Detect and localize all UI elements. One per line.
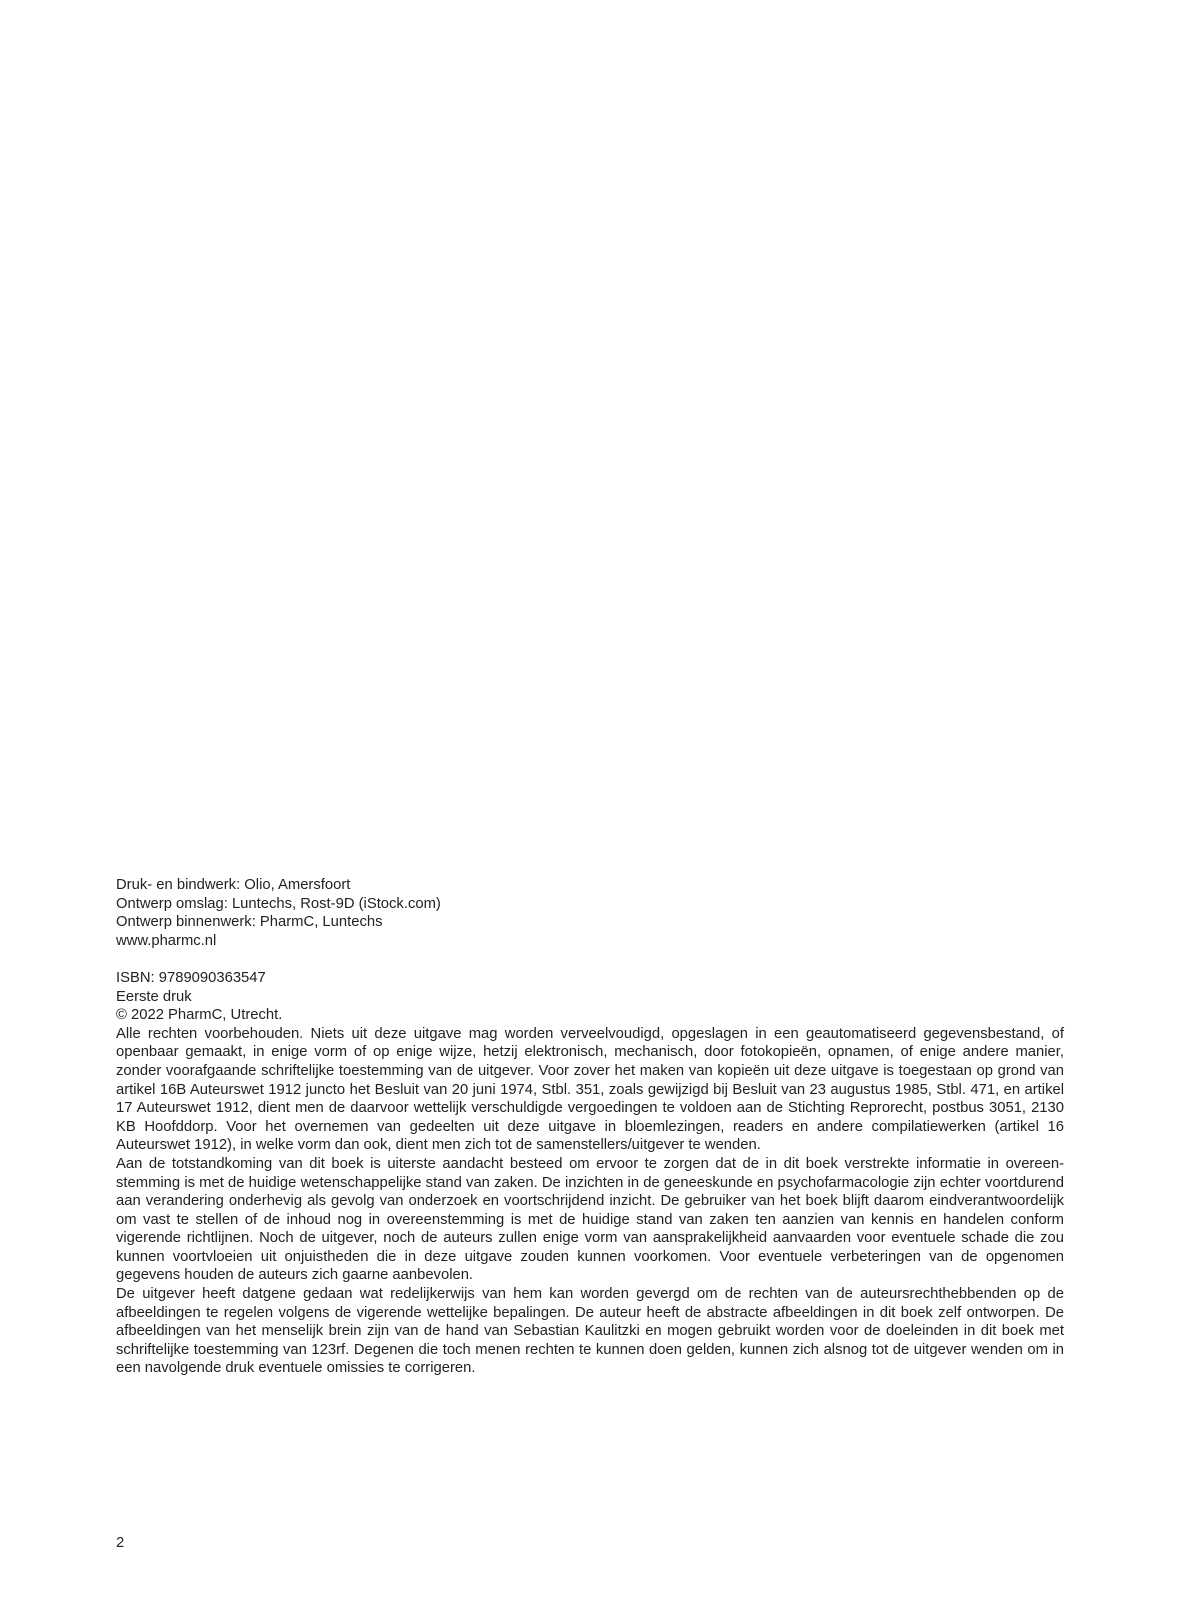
page-number: 2	[116, 1535, 125, 1551]
rights-paragraph: Alle rechten voorbehouden. Niets uit deze uitgave mag worden verveelvoudigd, opgeslagen in een geautomatiseerd gegevensbestand, of openbaar gemaakt, in enige vorm of op enige wijze, hetzij elektronisch, mechanisch, door fotokopieën, opnamen, of enige andere manier, zonder voorafgaande schriftelijke toestemming van de uitgever. Voor zover het maken van kopieën uit deze uitgave is toegestaan op grond van artikel 16B Auteurswet 1912 juncto het Besluit van 20 juni 1974, Stbl. 351, zoals gewijzigd bij Besluit van 23 augustus 1985, Stbl. 471, en artikel 17 Auteurswet 1912, dient men de daarvoor wettelijk verschuldigde vergoedingen te voldoen aan de Stichting Reprorecht, postbus 3051, 2130 KB Hoofddorp. Voor het overnemen van gedeelten uit deze uitgave in bloemlezingen, readers en andere compilatiewerken (artikel 16 Auteurswet 1912), in welke vorm dan ook, dient men zich tot de samenstellers/uitgever te wenden.	[116, 1025, 1064, 1154]
colophon	[116, 876, 1064, 1378]
copyright: © 2022 PharmC, Utrecht.	[116, 1007, 283, 1024]
credits-block	[116, 876, 1064, 950]
print-credit: Druk- en bindwerk: Olio, Amersfoort	[116, 877, 351, 893]
edition: Eerste druk	[116, 988, 192, 1005]
cover-design-credit: Ontwerp omslag: Luntechs, Rost-9D (iStock.com)	[116, 895, 441, 912]
isbn: ISBN: 9789090363547	[116, 969, 266, 986]
images-paragraph: De uitgever heeft datgene gedaan wat redelijkerwijs van hem kan worden gevergd om de rechten van de auteursrechthebbenden op de afbeeldingen te regelen volgens de vigerende wettelijke bepalingen. De auteur heeft de abstracte afbeeldingen in dit boek zelf ontworpen. De afbeeldingen van het menselijk brein zijn van de hand van Sebastian Kaulitzki en mogen gebruikt worden voor de doeleinden in dit boek met schriftelijke toestemming van 123rf. Degenen die toch menen rechten te kunnen doen gelden, kunnen zich alsnog tot de uitgever wenden om in een navolgende druk eventuele omissies te corrigeren.	[116, 1286, 1064, 1377]
interior-design-credit: Ontwerp binnenwerk: PharmC, Luntechs	[116, 914, 383, 931]
disclaimer-paragraph: Aan de totstandkoming van dit boek is uiterste aandacht besteed om ervoor te zorgen dat de in dit boek verstrekte informatie in overeenstemming is met de huidige wetenschappelijke stand van zaken. De inzichten in de geneeskunde en psychofarmacologie zijn echter voortdurend aan verandering onderhevig als gevolg van onderzoek en voortschrijdend inzicht. De gebruiker van het boek blijft daarom eindverantwoordelijk om vast te stellen of de inhoud nog in overeenstemming is met de huidige stand van zaken ten aanzien van kennis en handelen conform vigerende richtlijnen. Noch de uitgever, noch de auteurs zullen enige vorm van aansprakelijkheid aanvaarden voor eventuele schade die zou kunnen voortvloeien uit onjuistheden die in deze uitgave zouden kunnen voorkomen. Voor eventuele verbeteringen van de opgenomen gegevens houden de auteurs zich gaarne aanbevolen.	[116, 1155, 1064, 1284]
website-link[interactable]: www.pharmc.nl	[116, 932, 217, 949]
